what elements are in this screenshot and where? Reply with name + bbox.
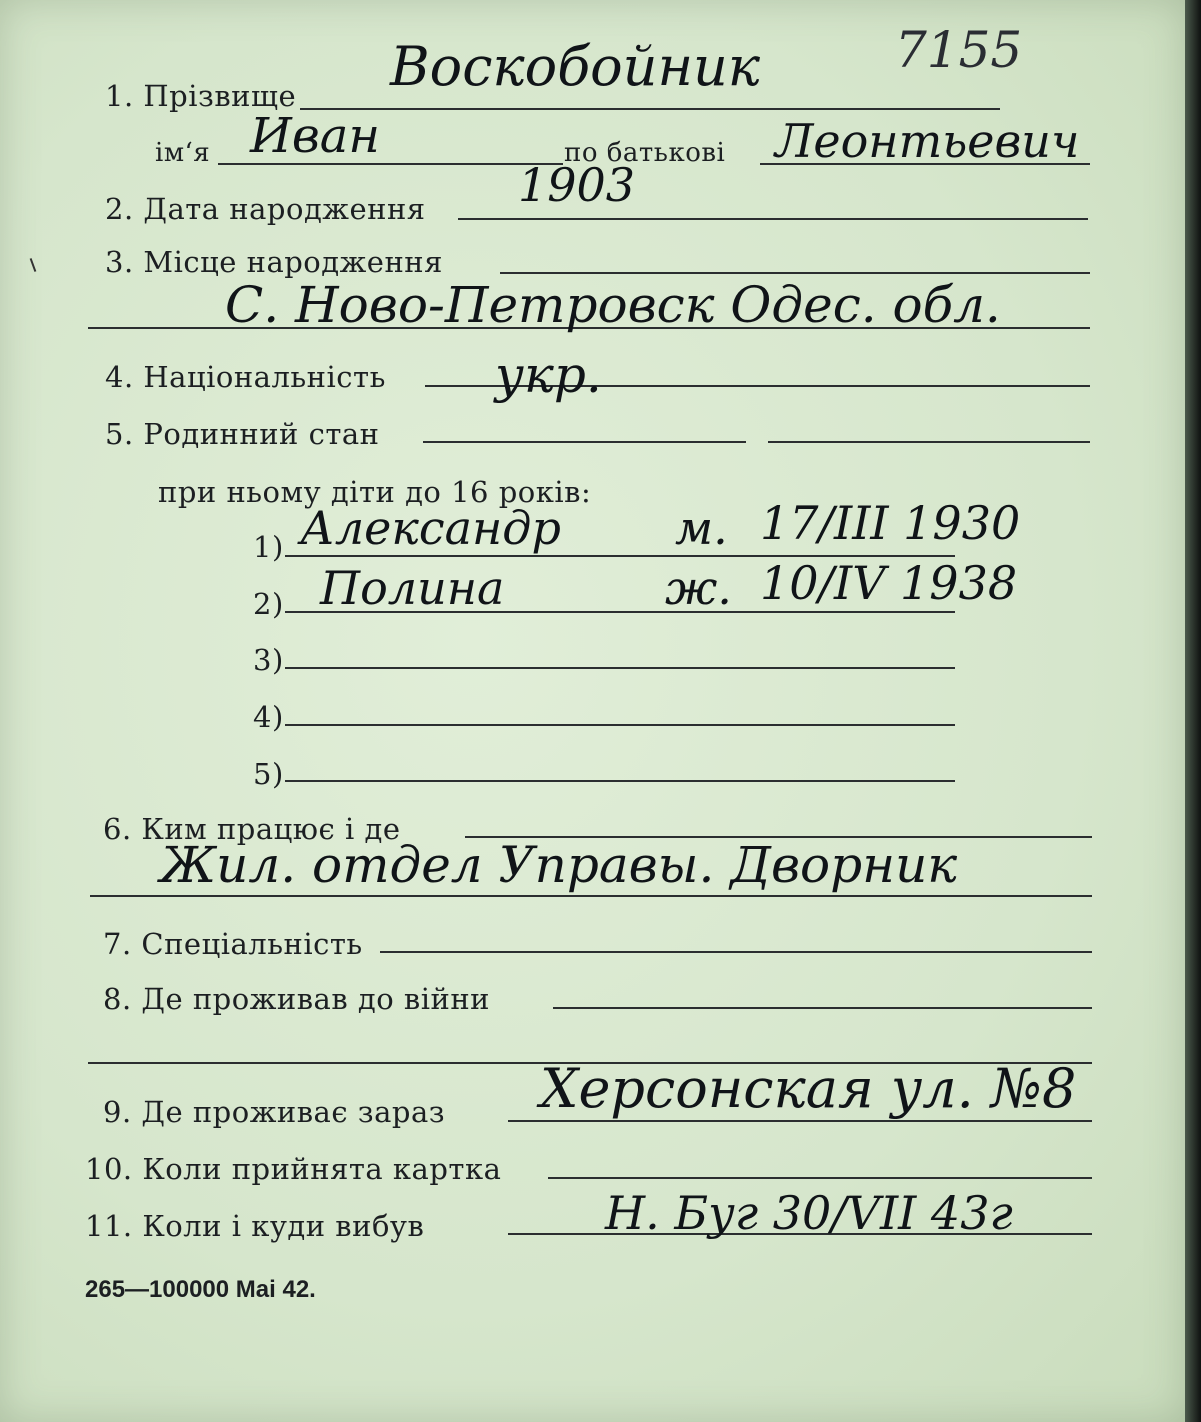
card-number: 7155	[895, 21, 1023, 79]
current-address-value: Херсонская ул. №8	[540, 1057, 1077, 1120]
children-label: при ньому діти до 16 років:	[158, 475, 592, 509]
work-value: Жил. отдел Управы. Дворник	[160, 836, 958, 894]
patronymic-value: Леонтьевич	[775, 114, 1080, 168]
surname-label: 1. Прізвище	[105, 79, 297, 113]
birthplace-label: 3. Місце народження	[105, 245, 443, 279]
child-num-5: 5)	[253, 757, 284, 791]
patronymic-label: по батькові	[564, 138, 726, 168]
specialty-label: 7. Спеціальність	[103, 927, 363, 961]
child-line-3	[285, 667, 955, 669]
child1-name: Александр	[300, 501, 561, 555]
prewar-label: 8. Де проживав до війни	[103, 982, 490, 1016]
birthdate-value: 1903	[518, 158, 636, 212]
current-line	[508, 1120, 1092, 1122]
birthplace-line-1	[500, 272, 1090, 274]
print-code: 265—100000 Mai 42.	[85, 1276, 316, 1303]
child2-date: 10/IV 1938	[760, 556, 1018, 610]
child-num-4: 4)	[253, 700, 284, 734]
child-num-1: 1)	[253, 530, 284, 564]
current-label: 9. Де проживає зараз	[103, 1095, 446, 1129]
child-line-5	[285, 780, 955, 782]
marital-line-1	[423, 441, 746, 443]
child1-date: 17/III 1930	[760, 496, 1021, 550]
prewar-line-1	[553, 1007, 1092, 1009]
surname-line	[300, 108, 1000, 110]
accepted-line	[548, 1177, 1092, 1179]
child2-name: Полина	[320, 561, 505, 615]
surname-value: Воскобойник	[390, 35, 761, 98]
child-num-2: 2)	[253, 587, 284, 621]
work-label: 6. Ким працює і де	[103, 812, 401, 846]
margin-mark	[30, 258, 37, 272]
card-edge	[1185, 0, 1201, 1422]
work-line-2	[90, 895, 1092, 897]
nationality-label: 4. Національність	[105, 360, 386, 394]
birthdate-label: 2. Дата народження	[105, 192, 426, 226]
name-label: ім‘я	[155, 138, 211, 168]
nationality-value: укр.	[495, 346, 602, 404]
child-num-3: 3)	[253, 643, 284, 677]
child2-sex: ж.	[665, 561, 732, 615]
child-line-4	[285, 724, 955, 726]
departed-value: Н. Буг 30/VII 43г	[605, 1186, 1013, 1240]
accepted-label: 10. Коли прийнята картка	[85, 1152, 502, 1186]
birthdate-line	[458, 218, 1088, 220]
name-value: Иван	[250, 108, 381, 164]
specialty-line	[380, 951, 1092, 953]
marital-label: 5. Родинний стан	[105, 417, 380, 451]
child1-sex: м.	[675, 501, 728, 555]
departed-label: 11. Коли і куди вибув	[85, 1209, 425, 1243]
marital-line-2	[768, 441, 1090, 443]
birthplace-value: С. Ново-Петровск Одес. обл.	[225, 276, 1001, 334]
